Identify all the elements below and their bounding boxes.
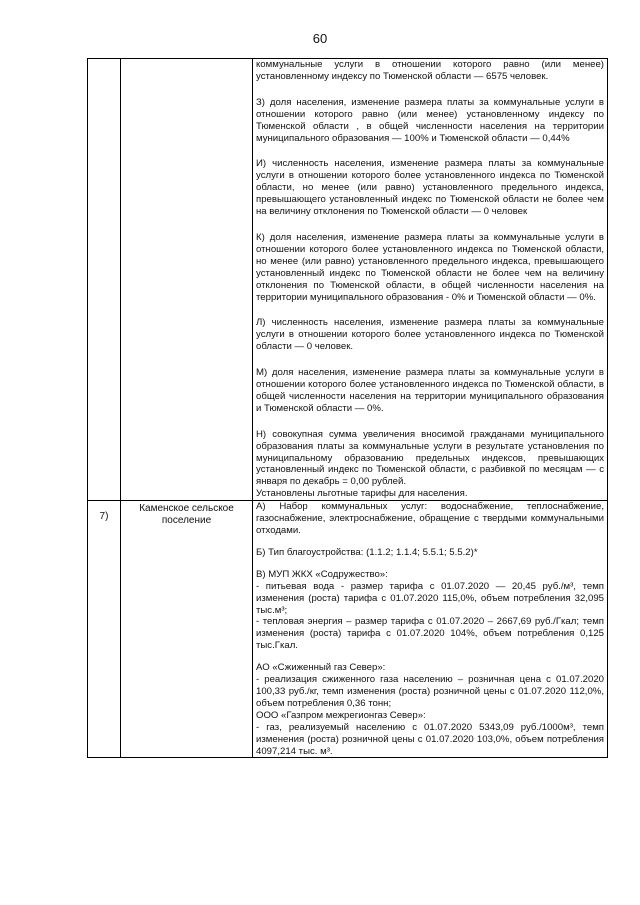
- paragraph: Б) Тип благоустройства: (1.1.2; 1.1.4; 5.5.1; 5.5.2)*: [256, 546, 478, 558]
- paragraph: Л) численность населения, изменение размера платы за коммунальные услуги в отношении которого более установленного индекса по Тюменской области — 0 человек.: [256, 317, 604, 353]
- paragraph: М) доля населения, изменение размера платы за коммунальные услуги в отношении которого более установленного индекса по Тюменской области, в общей численности населения на территории муниципального образования и Тюменской области — 0%.: [256, 367, 604, 414]
- settlement-name-cell: Каменское сельское поселение: [121, 501, 253, 758]
- page-number: 60: [312, 31, 328, 46]
- table-row: [88, 59, 608, 501]
- paragraph: коммунальные услуги в отношении которого равно (или менее) установленному индексу по Тюменской области — 6575 человек.: [256, 59, 604, 82]
- paragraph: - тепловая энергия – размер тарифа с 01.07.2020 – 2667,69 руб./Гкал; темп изменения (роста) тарифа с 01.07.2020 104%, объем потребления 0,125 тыс.Гкал.: [256, 616, 604, 652]
- paragraph: Н) совокупная сумма увеличения вносимой гражданами муниципального образования платы за коммунальные услуги в результате установления по муниципальному образованию предельных индексов, превышающих установленный индекс по Тюменской области, с разбивкой по месяцам — с января по декабрь = 0,00 рублей.: [256, 428, 604, 488]
- paragraph: - питьевая вода - размер тарифа с 01.07.2020 — 20,45 руб./м³, темп изменения (роста) тарифа с 01.07.2020 115,0%, объем потребления 32,095 тыс.м³;: [256, 580, 604, 616]
- table-row: [88, 501, 608, 758]
- paragraph: К) доля населения, изменение размера платы за коммунальные услуги в отношении которого более установленного индекса по Тюменской области, но менее (или равно) установленного предельного индекса, превышающего установленный индекс по Тюменской области не более чем на величину отклонения по Тюменской области, в общей численности населения на территории муниципального образования - 0% и Тюменской области — 0%.: [256, 231, 604, 303]
- paragraph: Установлены льготные тарифы для населения.: [256, 488, 468, 500]
- paragraph: - газ, реализуемый населению с 01.07.2020 5343,09 руб./1000м³, темп изменения (роста) розничной цены с 01.07.2020 103,0%, объем потребления 4097,214 тыс. м³.: [256, 721, 604, 757]
- paragraph: И) численность населения, изменение размера платы за коммунальные услуги в отношении которого более установленного индекса по Тюменской области, но менее (или равно) установленного предельного индекса, превышающего установленный индекс по Тюменской области не более чем на величину отклонения по Тюменской области — 0 человек: [256, 158, 604, 218]
- paragraph: АО «Сжиженный газ Север»:: [256, 662, 386, 674]
- tariff-table: [87, 58, 608, 758]
- indicators-cell: [253, 501, 608, 758]
- indicators-cell: [253, 59, 608, 501]
- row-number-cell: 7): [88, 501, 121, 758]
- paragraph: В) МУП ЖКХ «Содружество»:: [256, 568, 388, 580]
- paragraph: З) доля населения, изменение размера платы за коммунальные услуги в отношении которого равно (или менее) установленному индексу по Тюменской области , в общей численности населения на территории муниципального образования — 100% и Тюменской области — 0,44%: [256, 96, 604, 144]
- paragraph: - реализация сжиженного газа населению – розничная цена с 01.07.2020 100,33 руб./кг, темп изменения (роста) розничной цены с 01.07.2020 112,0%, объем потребления 0,36 тонн;: [256, 674, 604, 709]
- paragraph: ООО «Газпром межрегионгаз Север»:: [256, 709, 426, 721]
- paragraph: А) Набор коммунальных услуг: водоснабжение, теплоснабжение, газоснабжение, электроснабжение, обращение с твердыми коммунальными отходами.: [256, 501, 604, 536]
- row-number-cell: [88, 59, 121, 501]
- settlement-name-cell: [121, 59, 253, 501]
